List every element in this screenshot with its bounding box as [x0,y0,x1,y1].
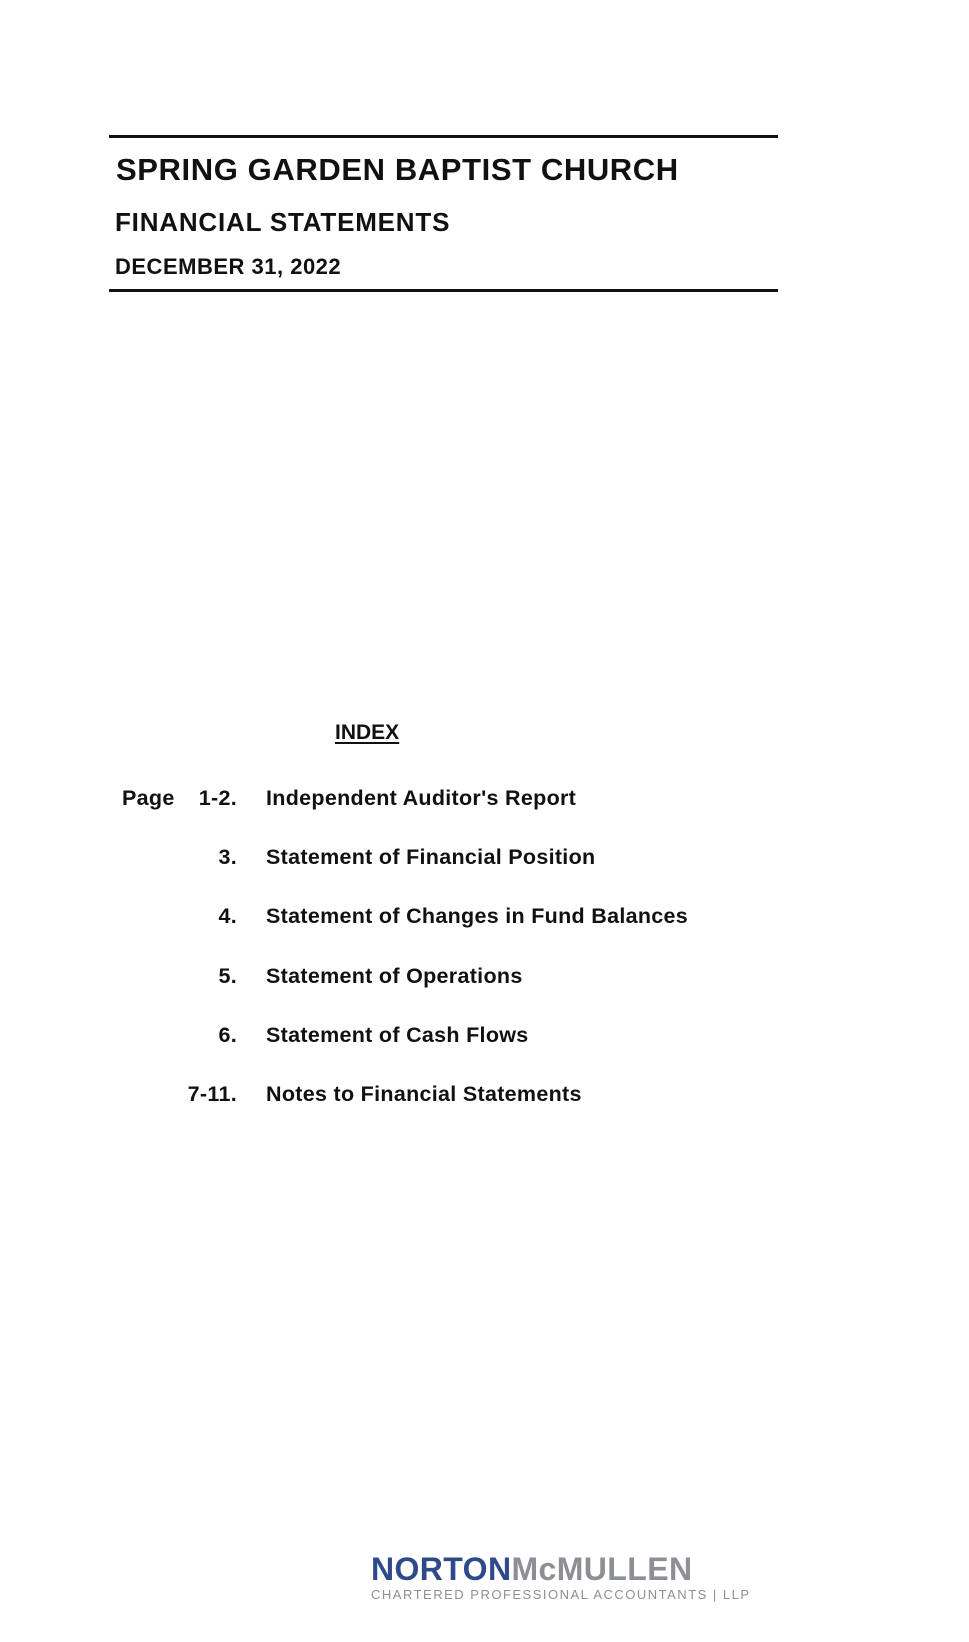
index-entry [0,1082,969,1141]
page-number: 7-11. [187,1081,237,1106]
firm-logo-tagline: CHARTERED PROFESSIONAL ACCOUNTANTS | LLP [371,1587,751,1602]
firm-logo-mcmullen: McMULLEN [511,1551,693,1587]
entry-title: Statement of Operations [266,963,523,988]
statement-date: DECEMBER 31, 2022 [115,254,342,279]
firm-logo [371,1553,765,1602]
index-list [0,786,969,1141]
index-entry [0,904,969,963]
index-entry [0,845,969,904]
page-number: 6. [218,1022,237,1047]
firm-logo-wordmark [371,1553,765,1585]
page-number: 1-2. [198,786,237,810]
entry-title: Independent Auditor's Report [266,786,577,810]
entry-title: Notes to Financial Statements [266,1081,582,1106]
page-number: 3. [218,845,237,870]
header-bottom-rule [109,289,778,292]
organization-name: SPRING GARDEN BAPTIST CHURCH [116,152,679,187]
page-number: 4. [218,904,237,929]
index-heading: INDEX [335,721,400,744]
entry-title: Statement of Cash Flows [266,1022,529,1047]
index-entry [0,1023,969,1082]
page-label: Page [122,786,175,810]
index-entry [0,786,969,845]
page-number: 5. [218,963,237,988]
entry-title: Statement of Financial Position [266,845,596,870]
firm-logo-norton: NORTON [371,1551,512,1587]
index-entry [0,964,969,1023]
header-top-rule [109,135,778,138]
entry-title: Statement of Changes in Fund Balances [266,904,689,929]
document-title: FINANCIAL STATEMENTS [115,207,451,237]
